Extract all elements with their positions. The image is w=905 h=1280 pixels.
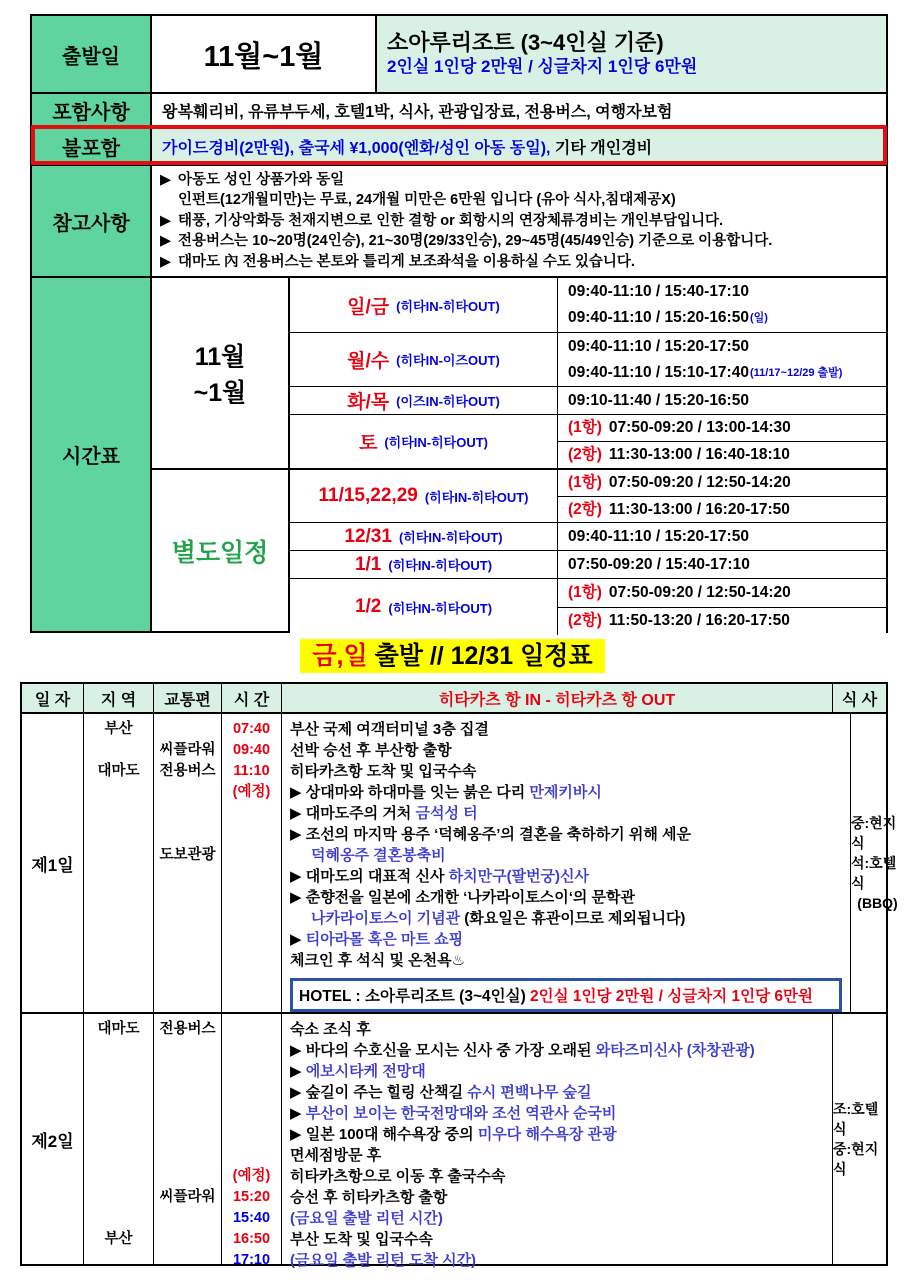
time-entry: 16:50: [232, 1231, 271, 1247]
itinerary-transport-cell: [154, 1014, 222, 1264]
transport-entry: 씨플라워: [159, 742, 216, 758]
timetable-month-text: 별도일정: [171, 538, 269, 567]
itinerary-time-cell: [222, 714, 282, 1012]
region-entry: 대마도: [97, 1021, 140, 1037]
timetable-day-label: 일/금: [347, 296, 390, 318]
itinerary-line: [290, 740, 842, 761]
itinerary-header: [22, 684, 886, 714]
time-range: 11:50-13:20 / 16:20-17:50: [608, 612, 790, 630]
timetable-time-line: [558, 552, 886, 578]
itinerary-line: [290, 1145, 824, 1166]
timetable-day-cell: [290, 278, 558, 332]
timetable-month-text: ~1월: [193, 379, 247, 407]
meal-entry: 중:현지식: [833, 1141, 879, 1177]
time-note: (11/17~12/29 출발): [749, 366, 843, 379]
itinerary-content-cell: [282, 1014, 833, 1269]
itinerary-header-region: 지 역: [84, 684, 154, 712]
time-range: 09:40-11:10 / 15:20-16:50: [568, 309, 749, 326]
time-range: 09:40-11:10 / 15:40-17:10: [568, 283, 749, 300]
itinerary-content-cell: [282, 714, 851, 1012]
note-line: [160, 211, 878, 232]
time-entry: 07:40: [232, 721, 271, 737]
region-entry: 부산: [104, 721, 133, 737]
itinerary-line: [290, 908, 842, 929]
timetable-day-cell: [290, 551, 558, 578]
excluded-label: 불포함: [32, 128, 152, 164]
timetable-time-line: [558, 305, 886, 331]
timetable-times-cell: [558, 387, 886, 414]
note-line: [160, 190, 878, 211]
excluded-text: [152, 128, 886, 164]
excluded-row: [32, 126, 886, 164]
note-line: [160, 252, 878, 273]
resort-cell: [377, 16, 886, 92]
included-label: 포함사항: [32, 94, 152, 126]
itinerary-day-row: [22, 714, 898, 1012]
timetable-day-label: 12/31: [344, 525, 392, 547]
timetable-month-text: 11월: [194, 343, 246, 371]
itinerary-text: 와타즈미신사 (차창관광): [595, 1042, 755, 1059]
itinerary-text: 체크인 후 석식 및 온천욕♨: [290, 952, 466, 969]
timetable-day-cell: [290, 579, 558, 635]
timetable-day-label: 11/15,22,29: [318, 485, 418, 506]
notes-label: 참고사항: [32, 166, 152, 276]
itinerary-body: [22, 714, 898, 1269]
timetable-row: [290, 278, 886, 332]
itinerary-region-cell: [84, 714, 154, 1012]
time-range: 09:40-11:10 / 15:10-17:40: [568, 363, 749, 381]
itinerary-text: 슈시 편백나무 숲길: [467, 1084, 592, 1101]
timetable-route-label: (히타IN-히타OUT): [424, 489, 529, 505]
time-range: 11:30-13:00 / 16:40-18:10: [608, 446, 790, 463]
itinerary-header-transport: 교통편: [154, 684, 222, 712]
itinerary-line: [290, 803, 842, 824]
itinerary-text: 부산이 보이는 한국전망대와 조선 역관사 순국비: [305, 1105, 617, 1122]
tour-info-table: [30, 14, 888, 633]
itinerary-text: 히타카츠항으로 이동 후 출국수속: [290, 1168, 506, 1185]
meal-entry: 석:호텔식: [851, 855, 897, 891]
itinerary-line: [290, 929, 842, 950]
itinerary-text: ▶ 대마도의 대표적 신사: [290, 868, 449, 885]
note-bullet-icon: ▶: [160, 171, 172, 188]
time-range: 09:40-11:10 / 15:20-17:50: [568, 337, 749, 355]
timetable-row: [32, 276, 886, 631]
timetable-time-line: [558, 607, 886, 636]
time-entry: 09:40: [232, 742, 271, 758]
itinerary-text: 히타카츠항 도착 및 입국수속: [290, 763, 477, 780]
itinerary-text: ▶ 일본 100대 해수욕장 중의: [290, 1126, 478, 1143]
itinerary-text: 부산 국제 여객터미널 3층 집결: [290, 721, 489, 738]
itinerary-header-route: 히타카츠 항 IN - 히타카츠 항 OUT: [282, 684, 833, 712]
note-text: 태풍, 기상악화등 천재지변으로 인한 결항 or 회항시의 연장체류경비는 개인부담입니다.: [178, 212, 724, 229]
timetable-times-cell: [558, 523, 886, 550]
excluded-text-blue: 가이드경비(2만원), 출국세 ¥1,000(엔화/성인 아동 동일),: [162, 139, 551, 157]
itinerary-meal-cell: [851, 714, 904, 1012]
itinerary-line: [290, 845, 842, 866]
timetable-day-cell: [290, 387, 558, 414]
timetable-day-cell: [290, 470, 558, 522]
notes-row: [32, 164, 886, 276]
itinerary-line: [290, 1250, 824, 1271]
timetable-label: 시간표: [32, 278, 152, 631]
itinerary-text: ▶ 조선의 마지막 용주 ‘덕혜옹주’의 결혼을 축하하기 위해 세운: [290, 826, 691, 843]
itinerary-text: 숙소 조식 후: [290, 1021, 371, 1038]
itinerary-day-label-cell: [22, 714, 84, 1012]
time-entry: 11:10: [233, 763, 270, 779]
time-entry: (예정): [232, 1168, 271, 1184]
time-range: 07:50-09:20 / 15:40-17:10: [568, 555, 750, 573]
timetable-times-cell: [558, 278, 886, 332]
itinerary-text: 금석성 터: [415, 805, 478, 822]
day-label: 제1일: [31, 855, 74, 875]
itinerary-line: [290, 1019, 824, 1040]
itinerary-text: ▶: [290, 1105, 306, 1122]
timetable-rows: [290, 278, 886, 631]
timetable-times-cell: [558, 333, 886, 386]
time-note: (일): [749, 312, 768, 324]
transport-entry: 전용버스: [159, 1021, 216, 1037]
time-range: 09:10-11:40 / 15:20-16:50: [568, 391, 749, 409]
section-title-highlight: [300, 639, 604, 673]
timetable-route-label: (히타IN-히타OUT): [384, 435, 489, 450]
timetable-row: [290, 414, 886, 468]
resort-price: 2인실 1인당 2만원 / 싱글차지 1인당 6만원: [387, 57, 698, 76]
included-text: 왕복훼리비, 유류부두세, 호텔1박, 식사, 관광입장료, 전용버스, 여행자보험: [152, 94, 886, 126]
itinerary-text: 만제키바시: [529, 784, 602, 801]
timetable-time-line: [558, 579, 886, 607]
itinerary-line: [290, 824, 842, 845]
hotel-info-box: [290, 978, 842, 1012]
time-entry: 15:20: [232, 1189, 271, 1205]
departure-row: [32, 16, 886, 92]
timetable-day-cell: [290, 415, 558, 468]
itinerary-line: [290, 761, 842, 782]
itinerary-text: 미우다 해수욕장 관광: [477, 1126, 617, 1143]
itinerary-text: ▶ 숲길이 주는 힐링 산책길: [290, 1084, 468, 1101]
itinerary-line: [290, 782, 842, 803]
timetable-time-line: [558, 334, 886, 360]
itinerary-table: [20, 682, 898, 1269]
timetable-month-cell: [152, 278, 288, 468]
timetable-body: [152, 278, 886, 631]
time-range: 07:50-09:20 / 12:50-14:20: [608, 583, 791, 601]
time-range: 09:40-11:10 / 15:20-17:50: [568, 527, 749, 545]
timetable-month-column: [152, 278, 290, 631]
voyage-number: (2항): [568, 612, 602, 630]
timetable-day-label: 1/2: [354, 596, 382, 617]
itinerary-line: [290, 866, 842, 887]
itinerary-line: [290, 1040, 824, 1061]
hotel-info-text: 2인실 1인당 2만원 / 싱글차지 1인당 6만원: [530, 988, 813, 1005]
itinerary-line: [290, 1187, 824, 1208]
timetable-time-line: [558, 415, 886, 441]
note-bullet-icon: ▶: [160, 212, 172, 229]
itinerary-text: ▶: [290, 931, 306, 948]
voyage-number: (1항): [568, 583, 602, 601]
timetable-time-line: [558, 470, 886, 496]
time-range: 07:50-09:20 / 13:00-14:30: [608, 419, 791, 436]
itinerary-text: 부산 도착 및 입국수속: [290, 1231, 433, 1248]
itinerary-text: 하치만구(팔번궁)신사: [448, 868, 590, 885]
timetable-day-label: 월/수: [347, 351, 390, 372]
day-label: 제2일: [31, 1131, 74, 1151]
timetable-day-cell: [290, 333, 558, 386]
time-range: 07:50-09:20 / 12:50-14:20: [608, 473, 791, 491]
itinerary-line: [290, 887, 842, 908]
note-bullet-icon: ▶: [160, 253, 172, 270]
itinerary-text: 덕혜옹주 결혼봉축비: [311, 847, 446, 864]
time-entry: (예정): [232, 784, 271, 800]
timetable-route-label: (히타IN-히타OUT): [396, 298, 500, 314]
itinerary-text: 에보시타케 전망대: [305, 1063, 426, 1080]
timetable-time-line: [558, 279, 886, 305]
itinerary-day-row: [22, 1012, 886, 1269]
timetable-row: [290, 550, 886, 578]
timetable-row: [290, 522, 886, 550]
itinerary-text: ▶ 상대마와 하대마를 잇는 붉은 다리: [290, 784, 530, 801]
timetable-time-line: [558, 360, 886, 386]
itinerary-transport-cell: [154, 714, 222, 1012]
timetable-day-label: 1/1: [354, 553, 382, 575]
timetable-times-cell: [558, 415, 886, 468]
itinerary-text: 나카라이토스이 기념관: [311, 910, 461, 927]
region-entry: 부산: [104, 1231, 133, 1247]
note-text: 전용버스는 10~20명(24인승), 21~30명(29/33인승), 29~45명(45/49인승) 기준으로 이용합니다.: [178, 233, 773, 250]
timetable-time-line: [558, 524, 886, 550]
itinerary-text: ▶: [290, 1063, 306, 1080]
itinerary-meal-cell: [833, 1014, 886, 1264]
timetable-route-label: (히타IN-히타OUT): [388, 558, 493, 573]
itinerary-text: 승선 후 히타카츠항 출항: [290, 1189, 448, 1206]
itinerary-text: ▶ 대마도주의 거처: [290, 805, 416, 822]
timetable-month-cell: [152, 468, 288, 631]
timetable-route-label: (히타IN-히타OUT): [398, 530, 503, 545]
itinerary-text: ▶ 바다의 수호신을 모시는 신사 중 가장 오래된: [290, 1042, 596, 1059]
meal-entry: 조:호텔식: [833, 1101, 879, 1137]
timetable-route-label: (히타IN-히타OUT): [388, 600, 493, 616]
itinerary-line: [290, 1124, 824, 1145]
timetable-times-cell: [558, 470, 886, 522]
timetable-time-line: [558, 496, 886, 523]
excluded-text-black: 기타 개인경비: [550, 139, 653, 157]
meal-entry: (BBQ): [857, 895, 898, 911]
itinerary-day-label-cell: [22, 1014, 84, 1264]
transport-entry: 전용버스: [159, 763, 216, 779]
note-line: [160, 170, 878, 191]
timetable-row: [290, 468, 886, 522]
timetable-time-line: [558, 441, 886, 468]
timetable-route-label: (히타IN-이즈OUT): [396, 353, 500, 368]
itinerary-header-time: 시 간: [222, 684, 282, 712]
itinerary-line: [290, 1061, 824, 1082]
itinerary-header-date: 일 자: [22, 684, 84, 712]
meal-entry: 중:현지식: [851, 815, 897, 851]
itinerary-line: [290, 1208, 824, 1229]
transport-entry: 씨플라워: [159, 1189, 216, 1205]
timetable-time-line: [558, 388, 886, 414]
timetable-day-label: 토: [358, 433, 378, 454]
itinerary-line: [290, 950, 842, 971]
timetable-times-cell: [558, 579, 886, 635]
included-row: [32, 92, 886, 126]
voyage-number: (1항): [568, 419, 602, 436]
section-title-rest: 출발 // 12/31 일정표: [367, 642, 593, 670]
itinerary-text: 선박 승선 후 부산항 출항: [290, 742, 452, 759]
itinerary-line: [290, 1166, 824, 1187]
region-entry: 대마도: [97, 763, 140, 779]
departure-label: 출발일: [32, 16, 152, 92]
timetable-row: [290, 578, 886, 635]
itinerary-text: ▶ 춘향전을 일본에 소개한 ‘나카라이토스이‘의 문학관: [290, 889, 636, 906]
itinerary-text: (화요일은 휴관이므로 제외됩니다): [460, 910, 686, 927]
itinerary-line: [290, 1229, 824, 1250]
voyage-number: (1항): [568, 473, 602, 491]
itinerary-region-cell: [84, 1014, 154, 1264]
timetable-row: [290, 386, 886, 414]
itinerary-text: (금요일 출발 리턴 도착 시간): [290, 1252, 477, 1269]
note-line: [160, 231, 878, 252]
note-bullet-icon: ▶: [160, 233, 172, 250]
timetable-row: [290, 332, 886, 386]
itinerary-header-meal: 식 사: [841, 691, 878, 709]
departure-period: 11월~1월: [152, 16, 377, 92]
itinerary-text: 면세점방문 후: [290, 1147, 382, 1164]
resort-title: 소아루리조트 (3~4인실 기준): [387, 30, 664, 55]
itinerary-text: (금요일 출발 리턴 시간): [290, 1210, 443, 1227]
timetable-day-label: 화/목: [347, 392, 390, 413]
note-text: 아동도 성인 상품가와 동일: [178, 171, 345, 188]
timetable-route-label: (이즈IN-히타OUT): [396, 394, 500, 409]
time-range: 11:30-13:00 / 16:20-17:50: [608, 500, 790, 518]
timetable-day-cell: [290, 523, 558, 550]
itinerary-line: [290, 1082, 824, 1103]
itinerary-time-cell: [222, 1014, 282, 1268]
section-title: [0, 636, 905, 672]
time-entry: 15:40: [232, 1210, 271, 1226]
itinerary-line: [290, 719, 842, 740]
voyage-number: (2항): [568, 500, 602, 518]
itinerary-text: 티아라몰 혹은 마트 쇼핑: [305, 931, 464, 948]
notes-list: [152, 166, 886, 276]
time-entry: 17:10: [232, 1252, 271, 1268]
note-text: 인펀트(12개월미만)는 무료, 24개월 미만은 6만원 입니다 (유아 식사,침대제공X): [178, 192, 676, 209]
section-title-days: 금,일: [312, 642, 368, 670]
itinerary-line: [290, 1103, 824, 1124]
transport-entry: 도보관광: [159, 847, 216, 863]
timetable-times-cell: [558, 551, 886, 578]
note-text: 대마도 內 전용버스는 본토와 틀리게 보조좌석을 이용하실 수도 있습니다.: [178, 253, 635, 270]
hotel-info-text: HOTEL : 소아루리조트 (3~4인실): [299, 988, 531, 1005]
voyage-number: (2항): [568, 446, 602, 463]
